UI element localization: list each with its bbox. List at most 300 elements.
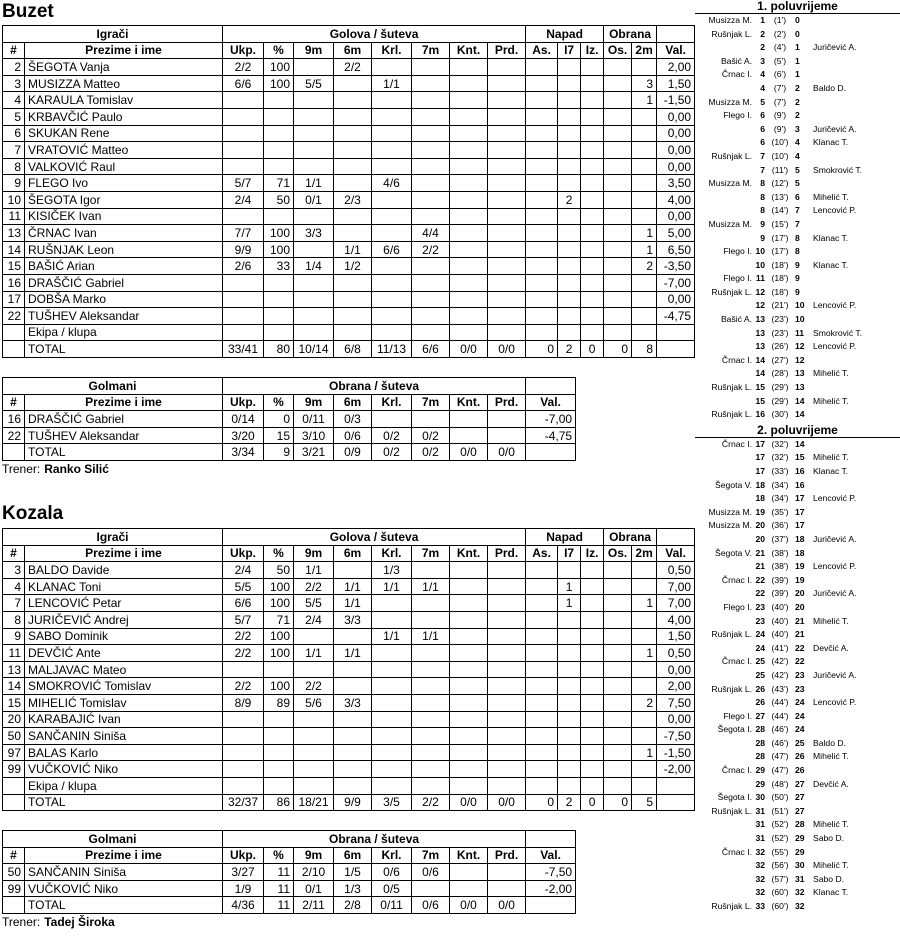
stat-cell bbox=[558, 678, 581, 695]
stat-cell bbox=[581, 191, 604, 208]
table-row bbox=[3, 291, 695, 308]
stat-cell bbox=[488, 661, 526, 678]
player-name: DRAŠČIĆ Gabriel bbox=[25, 274, 223, 291]
away-score: 14 bbox=[795, 409, 805, 420]
table-row bbox=[3, 324, 695, 341]
minute: (1') bbox=[773, 15, 787, 25]
stat-cell bbox=[334, 175, 372, 192]
stat-cell: 0/11 bbox=[294, 411, 334, 428]
table-row bbox=[3, 595, 695, 612]
table-row bbox=[3, 208, 695, 225]
stat-cell bbox=[450, 125, 488, 142]
table-row bbox=[3, 578, 695, 595]
away-scorer: Baldo D. bbox=[813, 82, 846, 93]
player-name: Ekipa / klupa bbox=[25, 324, 223, 341]
table-row bbox=[3, 427, 576, 444]
stat-cell bbox=[372, 678, 412, 695]
home-score: 19 bbox=[755, 506, 765, 517]
column-header: 7m bbox=[412, 545, 450, 562]
minute: (55') bbox=[771, 846, 789, 857]
minute: (50') bbox=[771, 792, 789, 803]
column-header: % bbox=[264, 545, 294, 562]
home-scorer: Šegota I. bbox=[717, 792, 752, 803]
minute: (40') bbox=[771, 629, 789, 640]
minute: (39') bbox=[771, 588, 789, 599]
minute: (40') bbox=[771, 615, 789, 626]
stat-cell bbox=[372, 308, 412, 325]
stat-cell bbox=[526, 324, 558, 341]
minute: (17') bbox=[771, 232, 789, 243]
stat-cell: 7 bbox=[3, 142, 25, 159]
column-header: 7m bbox=[412, 394, 450, 411]
stat-cell bbox=[632, 291, 657, 308]
stat-cell: 11 bbox=[3, 208, 25, 225]
away-scorer: Sabo D. bbox=[813, 833, 845, 844]
goal-event bbox=[695, 859, 900, 873]
stat-cell bbox=[604, 158, 632, 175]
stat-cell bbox=[488, 142, 526, 159]
stat-cell bbox=[488, 728, 526, 745]
goals-header: Golova / šuteva bbox=[223, 26, 526, 43]
column-header: Prd. bbox=[488, 42, 526, 59]
minute: (7') bbox=[773, 96, 787, 107]
stat-cell bbox=[526, 191, 558, 208]
column-header: Knt. bbox=[450, 42, 488, 59]
stat-cell bbox=[294, 125, 334, 142]
stat-cell bbox=[526, 678, 558, 695]
goal-event bbox=[695, 164, 900, 178]
goal-event bbox=[695, 778, 900, 792]
stat-cell bbox=[450, 208, 488, 225]
stat-cell: 100 bbox=[264, 678, 294, 695]
home-scorer: Rušnjak L. bbox=[711, 409, 752, 420]
stat-cell bbox=[412, 108, 450, 125]
stat-cell: 1,50 bbox=[657, 75, 695, 92]
stat-cell: 1/3 bbox=[334, 880, 372, 897]
stat-cell: 1 bbox=[632, 595, 657, 612]
stat-cell bbox=[412, 158, 450, 175]
minute: (9') bbox=[773, 123, 787, 134]
stat-cell bbox=[412, 744, 450, 761]
stat-cell bbox=[412, 208, 450, 225]
stat-cell bbox=[294, 777, 334, 794]
stat-cell: 8/9 bbox=[223, 694, 264, 711]
stat-cell bbox=[581, 142, 604, 159]
home-scorer: Flego I. bbox=[723, 710, 752, 721]
stat-cell bbox=[223, 108, 264, 125]
stat-cell bbox=[372, 225, 412, 242]
blank-header bbox=[526, 378, 576, 395]
stat-cell bbox=[488, 59, 526, 76]
stat-cell bbox=[294, 744, 334, 761]
stat-cell bbox=[334, 208, 372, 225]
stat-cell bbox=[488, 274, 526, 291]
away-score: 24 bbox=[795, 724, 805, 735]
stat-cell bbox=[488, 208, 526, 225]
player-name: VALKOVIĆ Raul bbox=[25, 158, 223, 175]
stat-cell: 16 bbox=[3, 411, 25, 428]
stat-cell bbox=[558, 611, 581, 628]
total-cell bbox=[657, 341, 695, 358]
stat-cell bbox=[526, 728, 558, 745]
stat-cell bbox=[450, 308, 488, 325]
minute: (17') bbox=[771, 246, 789, 257]
away-scorer: Smokrović T. bbox=[813, 164, 863, 175]
column-header: 6m bbox=[334, 847, 372, 864]
stat-cell bbox=[264, 324, 294, 341]
column-header: 9m bbox=[294, 847, 334, 864]
stat-cell bbox=[581, 258, 604, 275]
stat-cell: 3/3 bbox=[334, 694, 372, 711]
stat-cell: 10 bbox=[3, 191, 25, 208]
home-score: 16 bbox=[755, 409, 765, 420]
stat-cell bbox=[412, 411, 450, 428]
home-score: 17 bbox=[755, 452, 765, 463]
stat-cell bbox=[450, 728, 488, 745]
stat-cell bbox=[581, 645, 604, 662]
stat-cell: -1,50 bbox=[657, 744, 695, 761]
away-scorer: Juričević A. bbox=[813, 533, 857, 544]
column-header: 7m bbox=[412, 42, 450, 59]
stat-cell bbox=[412, 661, 450, 678]
minute: (42') bbox=[771, 656, 789, 667]
stat-cell bbox=[558, 694, 581, 711]
stat-cell: 17 bbox=[3, 291, 25, 308]
stat-cell: 1/4 bbox=[294, 258, 334, 275]
home-score: 29 bbox=[755, 778, 765, 789]
stat-cell: 14 bbox=[3, 241, 25, 258]
stat-cell bbox=[632, 324, 657, 341]
goal-event bbox=[695, 109, 900, 123]
stat-cell bbox=[581, 92, 604, 109]
stat-cell bbox=[223, 777, 264, 794]
stat-cell: 3/20 bbox=[223, 427, 264, 444]
away-score: 32 bbox=[795, 887, 805, 898]
total-cell: 2 bbox=[558, 794, 581, 811]
stat-cell bbox=[294, 142, 334, 159]
away-scorer: Mihelić T. bbox=[813, 395, 849, 406]
away-scorer: Mihelić T. bbox=[813, 819, 849, 830]
home-score: 31 bbox=[755, 819, 765, 830]
stat-cell bbox=[372, 411, 412, 428]
coach-name: Ranko Silić bbox=[44, 462, 109, 476]
defense-header: Obrana bbox=[604, 529, 657, 546]
away-score: 17 bbox=[795, 506, 805, 517]
stat-cell bbox=[581, 274, 604, 291]
goalkeeper-name: DRAŠČIĆ Gabriel bbox=[25, 411, 223, 428]
away-score: 22 bbox=[795, 656, 805, 667]
total-cell: 9/9 bbox=[334, 794, 372, 811]
stat-cell: 4 bbox=[3, 92, 25, 109]
away-score: 6 bbox=[795, 191, 800, 202]
home-score: 1 bbox=[760, 15, 765, 25]
minute: (47') bbox=[771, 751, 789, 762]
stat-cell bbox=[632, 175, 657, 192]
home-score: 31 bbox=[755, 833, 765, 844]
stat-cell: 0 bbox=[264, 411, 294, 428]
away-score: 2 bbox=[795, 82, 800, 93]
stat-cell: 2/2 bbox=[223, 59, 264, 76]
stat-cell bbox=[264, 744, 294, 761]
stat-cell: 1/1 bbox=[334, 241, 372, 258]
stat-cell: 2 bbox=[632, 694, 657, 711]
stat-cell bbox=[412, 711, 450, 728]
home-score: 24 bbox=[755, 629, 765, 640]
stat-cell bbox=[581, 208, 604, 225]
total-cell: 0/0 bbox=[450, 444, 488, 461]
home-score: 17 bbox=[755, 438, 765, 449]
stat-cell: 5/5 bbox=[223, 578, 264, 595]
home-scorer: Rušnjak L. bbox=[711, 629, 752, 640]
stat-cell bbox=[264, 728, 294, 745]
stat-cell: 1 bbox=[558, 595, 581, 612]
stat-cell: 5/7 bbox=[223, 175, 264, 192]
attack-header: Napad bbox=[526, 529, 604, 546]
stat-cell: 2/6 bbox=[223, 258, 264, 275]
home-score: 32 bbox=[755, 860, 765, 871]
away-score: 26 bbox=[795, 765, 805, 776]
stat-cell bbox=[581, 241, 604, 258]
stat-cell bbox=[450, 411, 488, 428]
column-header: 9m bbox=[294, 394, 334, 411]
column-header-row bbox=[3, 545, 695, 562]
table-group-header bbox=[3, 26, 695, 43]
home-score: 31 bbox=[755, 805, 765, 816]
stat-cell bbox=[632, 59, 657, 76]
total-cell: 86 bbox=[264, 794, 294, 811]
stat-cell bbox=[450, 678, 488, 695]
total-cell: TOTAL bbox=[25, 897, 223, 914]
goal-event bbox=[695, 886, 900, 900]
away-score: 15 bbox=[795, 452, 805, 463]
goal-event bbox=[695, 191, 900, 205]
home-scorer: Črnac I. bbox=[721, 438, 752, 449]
stat-cell bbox=[264, 142, 294, 159]
stat-cell: 7,00 bbox=[657, 578, 695, 595]
stat-cell bbox=[334, 678, 372, 695]
stat-cell: 5,00 bbox=[657, 225, 695, 242]
stat-cell bbox=[450, 191, 488, 208]
total-cell: TOTAL bbox=[25, 341, 223, 358]
away-scorer: Mihelić T. bbox=[813, 751, 849, 762]
home-score: 13 bbox=[755, 327, 765, 338]
table-row bbox=[3, 175, 695, 192]
stat-cell: -3,50 bbox=[657, 258, 695, 275]
stat-cell: 100 bbox=[264, 75, 294, 92]
player-name: Ekipa / klupa bbox=[25, 777, 223, 794]
goal-event bbox=[695, 327, 900, 341]
away-score: 23 bbox=[795, 683, 805, 694]
goal-event bbox=[695, 642, 900, 656]
stat-cell bbox=[526, 108, 558, 125]
stat-cell bbox=[372, 142, 412, 159]
defense-header: Obrana bbox=[604, 26, 657, 43]
stat-cell bbox=[604, 595, 632, 612]
stat-cell: 3/27 bbox=[223, 864, 264, 881]
stat-cell bbox=[334, 108, 372, 125]
table-row bbox=[3, 411, 576, 428]
home-score: 26 bbox=[755, 683, 765, 694]
stat-cell bbox=[372, 645, 412, 662]
home-score: 14 bbox=[755, 354, 765, 365]
stat-cell bbox=[412, 274, 450, 291]
away-scorer: Juričević A. bbox=[813, 669, 857, 680]
stat-cell bbox=[581, 125, 604, 142]
table-row bbox=[3, 661, 695, 678]
stat-cell: 6,50 bbox=[657, 241, 695, 258]
home-scorer: Musizza M. bbox=[708, 218, 752, 229]
event-log bbox=[695, 0, 900, 914]
stat-cell bbox=[372, 777, 412, 794]
away-score: 19 bbox=[795, 574, 805, 585]
stat-cell: 1 bbox=[632, 241, 657, 258]
stat-cell bbox=[604, 628, 632, 645]
minute: (29') bbox=[771, 395, 789, 406]
stat-cell bbox=[604, 108, 632, 125]
stat-cell bbox=[604, 694, 632, 711]
table-row bbox=[3, 711, 695, 728]
goal-event bbox=[695, 710, 900, 724]
team-name-home: Buzet bbox=[2, 1, 54, 22]
goal-event bbox=[695, 669, 900, 683]
minute: (11') bbox=[771, 164, 789, 175]
saves-header: Obrana / šuteva bbox=[223, 378, 526, 395]
goal-event bbox=[695, 245, 900, 259]
stat-cell bbox=[558, 225, 581, 242]
stat-cell bbox=[294, 92, 334, 109]
stat-cell bbox=[581, 291, 604, 308]
stat-cell: 14 bbox=[3, 678, 25, 695]
stat-cell bbox=[581, 661, 604, 678]
stat-cell bbox=[604, 59, 632, 76]
table-row bbox=[3, 694, 695, 711]
stat-cell bbox=[488, 258, 526, 275]
minute: (51') bbox=[771, 805, 789, 816]
goal-event bbox=[695, 82, 900, 96]
total-cell: 0 bbox=[526, 794, 558, 811]
table-row bbox=[3, 728, 695, 745]
total-row bbox=[3, 897, 576, 914]
stat-cell: 50 bbox=[264, 562, 294, 579]
stat-cell bbox=[558, 274, 581, 291]
table-row bbox=[3, 59, 695, 76]
goal-event bbox=[695, 299, 900, 313]
minute: (26') bbox=[771, 341, 789, 352]
minute: (32') bbox=[771, 438, 789, 449]
minute: (57') bbox=[771, 873, 789, 884]
home-score: 21 bbox=[755, 561, 765, 572]
stat-cell bbox=[412, 562, 450, 579]
away-score: 10 bbox=[795, 300, 805, 311]
goal-event bbox=[695, 574, 900, 588]
goal-event bbox=[695, 791, 900, 805]
stat-cell bbox=[526, 291, 558, 308]
stat-cell bbox=[604, 225, 632, 242]
stat-cell: 11 bbox=[3, 645, 25, 662]
home-scorer: Šegota I. bbox=[717, 724, 752, 735]
stat-cell bbox=[294, 761, 334, 778]
stat-cell: 2/2 bbox=[294, 678, 334, 695]
stat-cell: 2/2 bbox=[223, 628, 264, 645]
away-score: 27 bbox=[795, 778, 805, 789]
table-row bbox=[3, 864, 576, 881]
table-row bbox=[3, 744, 695, 761]
stat-cell: 0/1 bbox=[294, 191, 334, 208]
total-row bbox=[3, 444, 576, 461]
stat-cell bbox=[488, 225, 526, 242]
home-scorer: Rušnjak L. bbox=[711, 901, 752, 911]
goal-event bbox=[695, 286, 900, 300]
total-cell: 0/0 bbox=[488, 897, 526, 914]
minute: (14') bbox=[771, 205, 789, 216]
goalkeepers-header: Golmani bbox=[3, 378, 223, 395]
stat-cell bbox=[604, 645, 632, 662]
column-header: % bbox=[264, 42, 294, 59]
stat-cell bbox=[657, 324, 695, 341]
table-row bbox=[3, 191, 695, 208]
home-score: 20 bbox=[755, 533, 765, 544]
stat-cell: 0,50 bbox=[657, 645, 695, 662]
minute: (28') bbox=[771, 368, 789, 379]
stat-cell bbox=[632, 562, 657, 579]
column-header: 2m bbox=[632, 42, 657, 59]
home-score: 22 bbox=[755, 574, 765, 585]
away-scorer: Lencović P. bbox=[813, 300, 857, 311]
stat-cell: -4,75 bbox=[526, 427, 576, 444]
column-header: Ukp. bbox=[223, 847, 264, 864]
stat-cell bbox=[488, 880, 526, 897]
minute: (13') bbox=[771, 191, 789, 202]
stat-cell bbox=[223, 92, 264, 109]
stat-cell bbox=[488, 75, 526, 92]
minute: (27') bbox=[771, 354, 789, 365]
stat-cell bbox=[334, 125, 372, 142]
goal-event bbox=[695, 846, 900, 860]
away-scorer: Lencović P. bbox=[813, 341, 857, 352]
goal-event bbox=[695, 587, 900, 601]
stat-cell bbox=[558, 158, 581, 175]
stat-cell: -4,75 bbox=[657, 308, 695, 325]
coach-label: Trener: bbox=[2, 462, 41, 476]
stat-cell bbox=[581, 711, 604, 728]
total-cell: 2/8 bbox=[334, 897, 372, 914]
column-header: Prezime i ime bbox=[25, 42, 223, 59]
home-score: 11 bbox=[755, 273, 765, 284]
stat-cell bbox=[450, 241, 488, 258]
coach bbox=[2, 915, 115, 929]
away-score: 23 bbox=[795, 669, 805, 680]
stat-cell: 71 bbox=[264, 175, 294, 192]
stat-cell bbox=[412, 291, 450, 308]
home-scorer: Črnac I. bbox=[721, 765, 752, 776]
stat-cell: 100 bbox=[264, 595, 294, 612]
stat-cell: 1 bbox=[632, 225, 657, 242]
stat-cell bbox=[372, 208, 412, 225]
minute: (21') bbox=[771, 300, 789, 311]
total-cell: 0/2 bbox=[372, 444, 412, 461]
stat-cell bbox=[526, 59, 558, 76]
stat-cell bbox=[526, 761, 558, 778]
stat-cell bbox=[372, 125, 412, 142]
away-score: 0 bbox=[795, 15, 800, 25]
stat-cell: 3/3 bbox=[294, 225, 334, 242]
stat-cell bbox=[372, 324, 412, 341]
home-score: 28 bbox=[755, 751, 765, 762]
stat-cell bbox=[294, 711, 334, 728]
stat-cell bbox=[412, 777, 450, 794]
away-score: 29 bbox=[795, 846, 805, 857]
stat-cell bbox=[334, 628, 372, 645]
